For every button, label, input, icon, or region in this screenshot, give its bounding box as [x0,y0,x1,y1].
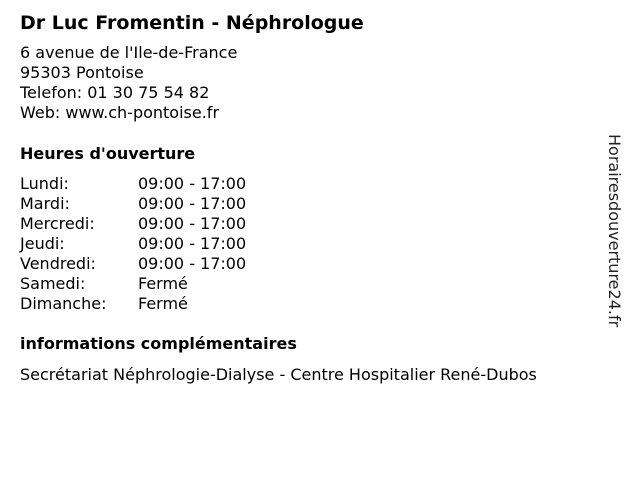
hours-row-tuesday [20,194,246,214]
contact-block [20,43,237,123]
hours-value: 09:00 - 17:00 [138,194,247,213]
hours-value: Fermé [138,294,188,313]
day-label: Mercredi: [20,214,95,233]
hours-row-sunday [20,294,246,314]
opening-hours-table [20,174,246,314]
additional-info-heading: informations complémentaires [20,334,297,353]
hours-value: 09:00 - 17:00 [138,254,247,273]
day-label: Lundi: [20,174,69,193]
hours-row-wednesday [20,214,246,234]
hours-value: Fermé [138,274,188,293]
hours-row-friday [20,254,246,274]
website: Web: www.ch-pontoise.fr [20,103,220,122]
hours-row-thursday [20,234,246,254]
site-watermark: Horairesdouverture24.fr [605,134,624,328]
page-title: Dr Luc Fromentin - Néphrologue [20,12,364,34]
hours-value: 09:00 - 17:00 [138,214,247,233]
day-label: Jeudi: [20,234,65,253]
additional-info-text: Secrétariat Néphrologie-Dialyse - Centre Hospitalier René-Dubos [20,365,537,384]
day-label: Samedi: [20,274,86,293]
hours-row-saturday [20,274,246,294]
hours-row-monday [20,174,246,194]
phone-number: Telefon: 01 30 75 54 82 [20,83,210,102]
opening-hours-heading: Heures d'ouverture [20,144,196,163]
day-label: Dimanche: [20,294,107,313]
address-city: 95303 Pontoise [20,63,144,82]
hours-value: 09:00 - 17:00 [138,174,247,193]
hours-value: 09:00 - 17:00 [138,234,247,253]
address-street: 6 avenue de l'Ile-de-France [20,43,238,62]
day-label: Mardi: [20,194,70,213]
day-label: Vendredi: [20,254,96,273]
